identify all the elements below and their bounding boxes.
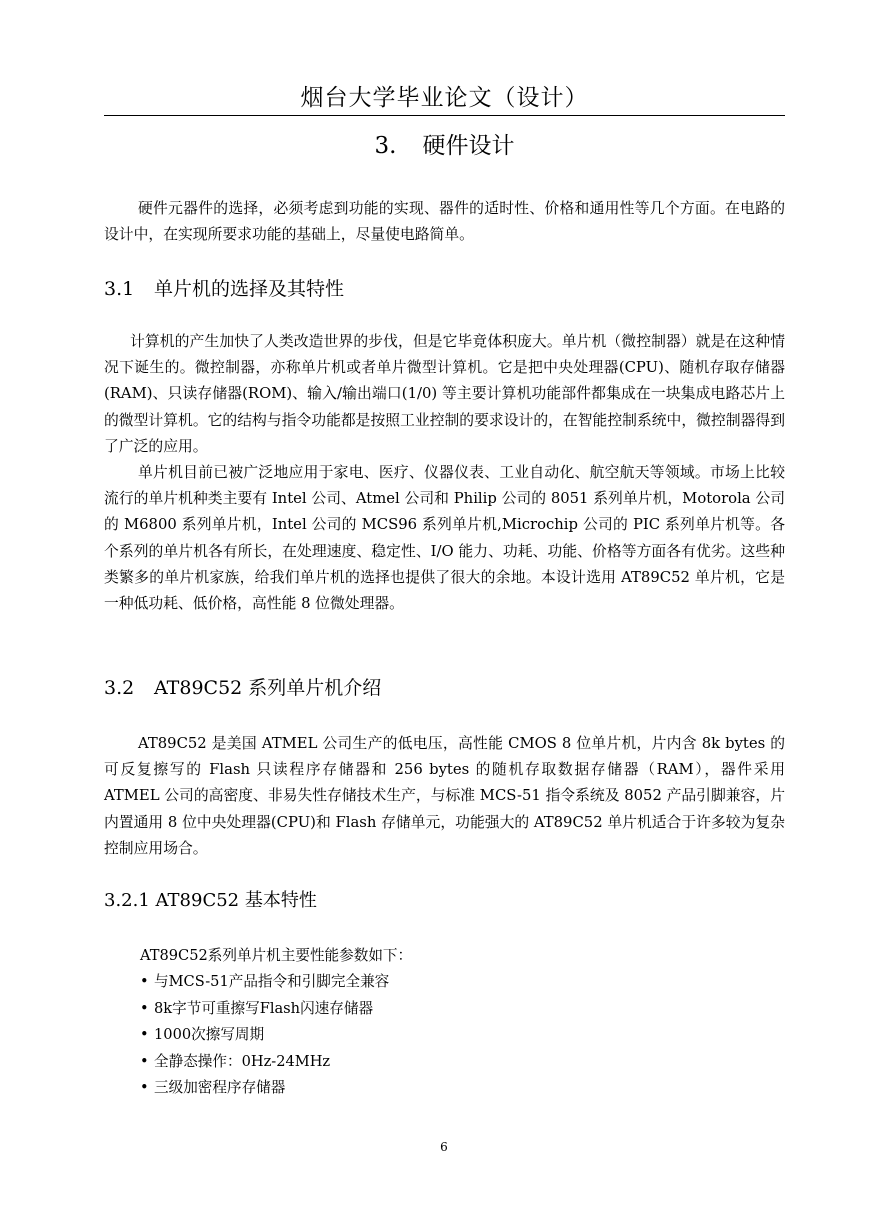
section-title: 单片机的选择及其特性 bbox=[154, 278, 345, 300]
feature-list-intro: AT89C52系列单片机主要性能参数如下： bbox=[140, 947, 413, 964]
subsection-heading-3-2-1: 3.2.1 AT89C52 基本特性 bbox=[104, 890, 317, 911]
page-number: 6 bbox=[440, 1140, 448, 1154]
list-item: • 8k字节可重擦写Flash闪速存储器 bbox=[140, 996, 389, 1023]
bullet-icon: • bbox=[140, 1052, 149, 1070]
section-3-1-paragraph-2: 单片机目前已被广泛地应用于家电、医疗、仪器仪表、工业自动化、航空航天等领域。市场上比较流行的单片机种类主要有 Intel 公司、Atmel 公司和 Philip 公司的 8051 系列单片机，Motorola 公司的 M6800 系列单片机，Intel 公司的 MCS96 系列单片机,Microchip 公司的 PIC 系列单片机等。各个系列的单片机各有所长，在处理速度、稳定性、I/O 能力、功耗、功能、价格等方面各有优劣。这些种类繁多的单片机家族，给我们单片机的选择也提供了很大的余地。本设计选用 AT89C52 单片机，它是一种低功耗、低价格，高性能 8 位微处理器。 bbox=[104, 464, 785, 613]
bullet-icon: • bbox=[140, 999, 149, 1017]
chapter-number: 3. bbox=[374, 133, 397, 159]
running-header: 烟台大学毕业论文（设计） bbox=[300, 85, 589, 111]
list-item: • 与MCS-51产品指令和引脚完全兼容 bbox=[140, 969, 389, 996]
section-title: AT89C52 系列单片机介绍 bbox=[154, 677, 382, 699]
section-number: 3.1 bbox=[104, 278, 135, 300]
list-item: • 全静态操作：0Hz-24MHz bbox=[140, 1049, 389, 1076]
section-heading-3-2 bbox=[104, 674, 381, 702]
section-number: 3.2 bbox=[104, 677, 135, 699]
feature-list bbox=[140, 969, 389, 1102]
chapter-title-text: 硬件设计 bbox=[422, 133, 515, 159]
header-divider bbox=[104, 115, 785, 116]
section-heading-3-1 bbox=[104, 275, 344, 303]
intro-paragraph: 硬件元器件的选择，必须考虑到功能的实现、器件的适时性、价格和通用性等几个方面。在电路的设计中，在实现所要求功能的基础上，尽量使电路简单。 bbox=[104, 200, 785, 244]
bullet-icon: • bbox=[140, 973, 149, 990]
section-3-2-paragraph: AT89C52 是美国 ATMEL 公司生产的低电压，高性能 CMOS 8 位单片机，片内含 8k bytes 的可反复擦写的 Flash 只读程序存储器和 256 bytes 的随机存取数据存储器（RAM），器件采用 ATMEL 公司的高密度、非易失性存储技术生产，与标准 MCS-51 指令系统及 8052 产品引脚兼容，片内置通用 8 位中央处理器(CPU)和 Flash 存储单元，功能强大的 AT89C52 单片机适合于许多较为复杂控制应用场合。 bbox=[104, 735, 785, 857]
chapter-title bbox=[104, 128, 785, 164]
bullet-icon: • bbox=[140, 1026, 149, 1044]
bullet-icon: • bbox=[140, 1079, 149, 1097]
list-item: • 1000次擦写周期 bbox=[140, 1022, 389, 1049]
list-item: • 三级加密程序存储器 bbox=[140, 1075, 389, 1102]
section-3-1-paragraph-1: 计算机的产生加快了人类改造世界的步伐，但是它毕竟体积庞大。单片机（微控制器）就是在这种情况下诞生的。微控制器，亦称单片机或者单片微型计算机。它是把中央处理器(CPU)、随机存取存储器(RAM)、只读存储器(ROM)、输入/输出端口(1/0) 等主要计算机功能部件都集成在一块集成电路芯片上的微型计算机。它的结构与指令功能都是按照工业控制的要求设计的，在智能控制系统中，微控制器得到了广泛的应用。 bbox=[104, 333, 785, 455]
